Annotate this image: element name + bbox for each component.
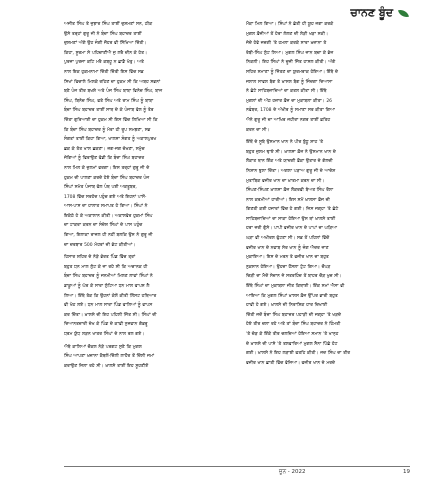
text-line: ਸਾਹਿਬਜ਼ਾਦਿਆਂ ਦਾ ਸਾਕਾ ਹੋਇਆ ਉਸ ਥਾਂ ਖ਼ਾਲਸੇ ਤਾਈਂ xyxy=(246,216,336,222)
text-line: ਜਲਾਲ ਸਾਵਲ ਬੇਗ ਤੇ ਖ਼ਾਸਲ ਬੇਗ ਨੂੰ ਜਿੰਦਗਾ ਦਿਆਸਾ xyxy=(246,79,333,85)
text-line: ਨੇ ਛੋਟੇ ਸਾਹਿਬਜ਼ਾਦਿਆਂ ਦਾ ਕਤਲ ਕੀਤਾ ਸੀ। ਇੱਥੇ xyxy=(246,89,327,95)
text-line: ਸਿਖਾਂ ਵਿਚਾਲੇ ਮਿਲਕੇ ਰਹਿਣ ਦਾ ਹੁਕਮ ਸੀ ਕਿ ਅਬਹ ਸਭਨਾਂ xyxy=(64,79,161,85)
text-line: ਜੋਗਿਆਂ ਨੂੰ ਫਿਰਾਉਣ ਵੱਡੀ ਕਿ ਬੰਦਾ ਸਿੰਘ ਬਹਾਦਰ xyxy=(64,156,145,162)
text-line: ਕਰਨ ਦਾ ਸੀ। xyxy=(246,127,270,133)
text-line: ਸਿੰਘ ਆਪਣਾ ਖ਼ਜ਼ਾਨਾ ਕੈਥਲੋਂ-ਦਿੱਲੀ ਲਾਹੌਰ ਤੋਂ ਦਿੱਲੀ ਜਮਾਂ xyxy=(64,354,155,360)
text-line: ਰੱਬੀ-ਸਿੰਘ ਲੁੱਟ ਲਿਆ। ਮੁਗਲ ਸਿੰਘ ਜਾਨ ਬਚਾ ਕੇ ਭੱਜ xyxy=(246,50,334,56)
text-line: ਕਿਹਾ, ਸੂਰਮਾ ਸੋ ਪਹਿਚਾਣੀਐ ਜੁ ਲਰੈ ਦੀਨ ਕੇ ਹੇਤ। xyxy=(64,50,147,56)
text-line: ਆਸ-ਪਾਸ ਦਾ ਹਾਲਾਤ ਸਮਾਪਤ ਹੋ ਗਿਆ। ਸਿੰਘਾਂ ਨੇ xyxy=(64,204,148,210)
running-header-title: ਚਾਨਣ ਬੂੰਦ xyxy=(350,6,393,19)
text-line: ਹੋਏ ਤੀਰ ਚਲਾ ਰਹੇ ਅਤੇ ਤਾਂ ਬੰਦਾ ਸਿੰਘ ਬਹਾਦਰ ਨੇ ਹਿੰਮਤੀ xyxy=(246,322,341,328)
paragraph xyxy=(64,253,228,339)
text-line: ਮੁਗਲਾਂ ਦੀ ਅੱਠ ਹਜ਼ਾਰ ਫ਼ੌਜ ਦਾ ਮੁਕਾਬਲਾ ਕੀਤਾ। 26 xyxy=(246,98,332,104)
running-header xyxy=(350,6,408,20)
text-line: ਹਾਵੀ ਹੋ ਗਏ। ਖ਼ਾਲਸੇ ਦੀ ਨਿਰਾਸ਼ਿਕ ਹਾਰ ਦਿਖਾਈ xyxy=(246,303,328,309)
text-line: ਇੱਥੋਂ ਦੇ ਸੂਬੇ ਉਸਮਾਨ ਖਾਨ ਨੇ ਪੀਰ ਬੁੱਧੂ ਸ਼ਾਹ 'ਤੇ xyxy=(246,140,324,146)
text-line: ਨਿਕਲੀ। ਇਹ ਸਿੰਘਾਂ ਨੇ ਦੂਜੀ ਜਿੱਤ ਹਾਸਲ ਕੀਤੀ। ਅੱਗੇ xyxy=(246,60,336,66)
text-line: ਅਜੀਤ ਸਿੰਘ ਤੇ ਜੁਝਾਰ ਸਿੰਘ ਤਾਈਂ ਦੁਸ਼ਮਣਾਂ ਸਨ, ਠੀਕ xyxy=(64,22,153,27)
text-line: ਨਵੰਬਰ, 1708 ਦੇ ਅੱਖੀਰ ਨੂੰ ਸਮਾਣਾ ਸਰ ਕੀਤਾ ਗਿਆ xyxy=(246,108,335,114)
paragraph xyxy=(246,20,410,135)
text-line: ਨੁਕਸਾਨ ਹੋਇਆ। ਉਹਦਾ ਹੌਂਸਲਾ ਟੁੱਟ ਗਿਆ। ਚੌਪੜ xyxy=(246,264,331,270)
text-line: 'ਤੇ ਚੱੜ ਕੇ ਇੱਕੋ ਤੀਰ ਚਲਦਿਆਂ ਹੋਇਆ ਸਮਾਨ 'ਤੇ ਖਾਨ੍ਹ xyxy=(246,332,339,337)
text-line: ਲੌਕਾਤ ਥਾਨ ਇੱਕ ਅਤੇ ਯਾਦਗੀ ਫ਼ੌਕਾ ਉਤਾਰ ਦੇ ਗੱਲਦੀ xyxy=(246,159,333,165)
paragraph xyxy=(64,20,228,250)
text-line: ਇਕੱਠੇ ਹੋ ਕੇ ਅਕਾਲਾਨ ਕੀਤੀ। ਅਕਾਲਵੇਰ ਹੁਕਮਾਂ ਸਿੰਘ xyxy=(64,213,153,219)
text-line: ਦੇ ਖ਼ਾਲਸੇ ਦੀ ਪਾਸੇ 'ਤੇ ਤਲਵਾਰਿਆਂ ਮੁਗਲ ਸੈਨਾ ਪਿੱਛੇ ਹੱਟ xyxy=(246,341,338,347)
text-line: ਮੌਕਾ ਮਿਲ ਗਿਆ। ਸਿੰਘਾਂ ਨੇ ਛੇਤੀ ਹੀ ਯੂਹ ਜਗਾ ਕਰਕੇ xyxy=(246,22,334,27)
text-line: ਮੁਗਲ ਫ਼ੌਜੀਆਂ ਤੋਂ ਹੋਰਾ ਲੇਲਣ ਦੀ ਲੋੜੀ ਖੜਾ ਸਕੀ। xyxy=(246,31,328,37)
leaf-icon xyxy=(398,7,409,18)
text-line: 1708 ਵਿੱਚ ਸਰਹੱਦ ਪਹੁੰਚ ਗਏ ਅਤੇ ਇਹਨਾਂ ਪਾਸੋਂ- xyxy=(64,194,147,200)
text-line: ਨਿਸ਼ਾਨ ਝੁਲਾ ਦਿੱਤਾ। ਅਗਲਾ ਪੜਾਅ ਗੁਰੂ ਜੀ ਦੇ ਆਦੇਸ਼ xyxy=(246,168,336,174)
text-line: ਸਹਿਰ ਸਮਾਣਾ ਨੂੰ ਜਿੱਤਣ ਦਾ ਯੁਰਮਰਾਕ ਹੋਇਆ। ਇੱਥੇ ਦੇ xyxy=(246,69,338,75)
text-line: ਬੰਦਾ ਸਿੰਘ ਬਹਾਦਰ ਨੂੰ ਜਨਮੀਆਂ ਮਿਲਣ ਲਾਵਾਂ ਸਿੰਘਾਂ ਨੇ xyxy=(64,274,153,280)
text-line: ਦੁਸ਼ਮਣਾਂ ਅੱਗੇ ਉਹ ਜੰਗੀ ਜੌਹਰ ਵੀ ਸਿੱਖਿਆ ਦਿੱਤੀ। xyxy=(64,41,147,47)
text-line: ਕਿ ਬੰਦਾ ਸਿੰਘ ਬਹਾਦਰ ਨੂੰ ਮੇਰਾ ਹੀ ਰੂਪ ਸਮਝਣਾ, ਸਭ xyxy=(64,127,151,133)
text-line: ਬਹੁਤ ਜ਼ੁਲਮ ਢਾਏ ਸੀ। ਖ਼ਾਲਸਾ ਫ਼ੌਜ ਨੇ ਉਸਮਾਨ ਖਾਨ ਦੇ xyxy=(246,149,336,155)
text-line: ਸਿੰਘਾਂ ਸਮੇਤ ਪੰਜਾਬ ਵੱਲ ਪੰਥ ਪਈ ਅਕਤੂਬਰ, xyxy=(64,185,137,191)
text-line: ਹਿਸਾਰ ਸ਼ਹਿਰ ਦੇ ਨੇੜੇ ਭੋਰਤ ਪਿੰਡ ਵਿੱਚ ਤ੍ਰਾਂ xyxy=(64,255,136,261)
text-line: ਸਿੰਘ, ਬਿਨੋਦ ਸਿੰਘ, ਫਤੇ ਸਿੰਘ ਅਤੇ ਰਾਮ ਸਿੰਘ ਨੂੰ ਬਾਬਾ xyxy=(64,98,154,104)
text-line: ਆਇਆ ਕਿ ਮੁਗਲ ਸਿੰਘਾਂ ਖ਼ਾਲਸ ਫ਼ੌਜ ਉੱਪਰ ਭਾਰੀ ਬਹੁਤ xyxy=(246,293,338,299)
text-line: ਬਹੁਤ ਧਨ ਮਾਲ ਲੁੱਟ ਕੇ ਜਾ ਰਹੇ ਸੀ ਕਿ ਅਚਾਨਕ ਹੀ xyxy=(64,264,148,270)
text-line: ਵਜੀਰ ਖਾਨ ਦੇ ਨਵਾਬ ਸੇਰ ਖਾਨ ਨੂੰ ਜੰਗ ਐਦਰ ਜਾਣ xyxy=(246,245,329,251)
text-line: ਪੁਰਜਾ ਪੁਰਜਾ ਕਟਿ ਮਰੈ ਕਬਹੂ ਨ ਛਾਡੈ ਖੇਤੁ। ਅਤੇ xyxy=(64,60,144,66)
text-line: ਨਾਲ ਕਰਮੀਆਂ ਹਾਰੀਆਂ। ਇਸ ਸਮੇਂ ਖ਼ਾਲਸਾ ਫ਼ੌਜ ਦੀ xyxy=(246,197,330,203)
text-line: ਇੱਥੇ ਸਿੰਘਾਂ ਦਾ ਮੁਕਾਬਲਾ ਜੀਤ ਕਿਥਾਈ। ਇੱਕ ਸਮਾਂ ਐਸਾ ਵੀ xyxy=(246,284,345,290)
text-line: ਨਾਲ ਮਿਲ ਕੇ ਜ਼ੁਲਮਾਂ ਵਰਗਾ। ਇਸ ਤਰ੍ਹਾਂ ਗੁਰੂ ਜੀ ਦੇ xyxy=(64,165,150,171)
text-line: ਡਾਕੂਆਂ ਨੂੰ ਘੇਰ ਕੇ ਸਾਰਾ ਲੁੱਟਿਆ ਧਨ ਮਾਲ ਵਾਪਸ ਲੈ xyxy=(64,284,150,290)
text-line: ਦਿੱਤੀ ਜਦੋਂ ਬੰਦਾ ਸਿੰਘ ਬਹਾਦਰ ਪਹਾੜੀ ਦੀ ਜਗ੍ਹਾ 'ਤੇ ਖੜਦੇ xyxy=(246,312,341,318)
issue-date: ਜੂਨ - 2022 xyxy=(279,469,306,475)
text-line: ਘੜਾ ਵੀ ਅਖੀਰਲ ਫੁੱਟਣਾ ਸੀ। ਸਭ ਤੋਂ ਪਹਿਲਾਂ ਵਿੱਚੋਂ xyxy=(246,236,330,242)
article-body xyxy=(64,20,410,374)
text-line: ਉਸੇ ਤਰ੍ਹਾਂ ਗੁਰੂ ਜੀ ਨੇ ਬੰਦਾ ਸਿੰਘ ਬਹਾਦਰ ਤਾਈਂ xyxy=(64,31,142,37)
text-line: ਕਰਾਉਣ ਜਿਲਾ ਰਹੇ ਸੀ। ਖ਼ਾਲਸੇ ਤਾਈਂ ਇਹ ਸੂਹਣੀਏਂ xyxy=(64,363,149,369)
text-line: ਹੁਕਮ ਦੀ ਪਾਲਣਾ ਕਰਦੇ ਹੋਏ ਬੰਦਾ ਸਿੰਘ ਬਹਾਦਰ ਪੰਜ xyxy=(64,175,150,181)
paragraph xyxy=(246,138,410,368)
text-line: ਵੀ ਖੋਹ ਲਏ। ਧਨ ਮਾਲ ਸਾਰਾ ਪਿੰਡ ਵਾਲਿਆਂ ਨੂੰ ਵਾਪਸ xyxy=(64,303,153,309)
text-line: ਲਿਆ। ਇੱਥੇ ਤੱਕ ਕਿ ਉਹਨਾਂ ਕੋਲੋਂ ਕੀਤੀ ਲਿੱਸਟ ਹਥਿਆਰ xyxy=(64,293,157,299)
text-line: ਬਣੇ ਪੰਜ ਤੀਰ ਬਖਸ਼ੇ ਅਤੇ ਪੰਜ ਸਿੰਘ ਬਾਬਾ ਵਿਨੋਦ ਸਿੰਘ, ਬਾਜ xyxy=(64,89,163,95)
text-line: ਜੱਦੋ ਹੋਵੇ ਜਦਗੀ 'ਤੇ ਹਮਲਾ ਕਰਕੇ ਸਾਰਾ ਖ਼ਜ਼ਾਨਾ ਤੇ xyxy=(246,41,327,47)
text-line: ਗਿਣਤੀ ਕਈ ਹਜਾਰਾਂ ਵਿੱਚ ਹੋ ਗਈ। ਜਿਸ ਜਗ੍ਹਾ 'ਤੇ ਛੋਟੇ xyxy=(246,207,339,213)
text-line: ਧਰਮ ਯੁੱਧ ਲੜਨ ਖਾਤਰ ਸਿੰਘਾਂ ਦੇ ਨਾਲ ਰਲ ਗਏ। xyxy=(64,332,145,337)
text-line: ਕਰ ਦਿੱਤਾ। ਖ਼ਾਲਸੇ ਦੀ ਇਹ ਪਹਿਲੀ ਜਿੱਤ ਸੀ। ਸਿੰਘਾਂ ਦੀ xyxy=(64,312,157,318)
text-line: ਨਾਲ ਇਕ ਹੁਕਮਨਾਮਾ ਦਿੱਤੀ ਦਿੱਤੀ ਇਸ ਵਿੱਚ ਸਭ xyxy=(64,69,144,75)
right-column xyxy=(246,20,410,374)
text-line: ਐਨੇ ਗੁਰੂ ਜੀ ਦਾ ਆਖਿਰ ਜਹੀਰਾ ਨਗਰ ਤਾਈਂ ਫ਼ਤਿਹ xyxy=(246,117,331,123)
text-line: ਬੰਦਾ ਸਿੰਘ ਬਹਾਦਰ ਤਾਈਂ ਸਾਥ ਦੇ ਕੇ ਪੰਜਾਬ ਵੱਲ ਨੂੰ ਤੋਰ xyxy=(64,108,154,114)
text-line: ਗਿਆ, ਇਲਾਕਾ ਰਾਜਲ ਹੀ ਨਹੀਂ ਬਲਕਿ ਉਸ ਨੇ ਗੁਰੂ ਜੀ xyxy=(64,233,153,239)
text-line: ਦਿੱਤਾ ਗੁਰਿਆਈ ਦਾ ਹੁਕਮ ਸੀ ਇਸ ਵਿੱਚ ਲਿਖਿਆ ਸੀ ਕਿ xyxy=(64,117,158,123)
text-line: ਚਿੜੀ ਦਾ ਮੈਦੋਂ ਸੋਦਾਨ ਜੇ ਸਤਰਹਿੰਦ ਤੋਂ ਬਾਹਰ ਚੌੜ ਖੁਦ ਸੀ। xyxy=(246,274,342,280)
text-line: ਐਥੇ ਕਾਲਿਆਂ ਚੌਕਲ ਨੇੜੇ ਪਰਗਟ ਸੁਣੋ ਕਿ ਮੁਗਲ xyxy=(64,344,142,350)
text-line: ਛਕ ਕੇ ਤੱਤ ਖਾਲ ਛਕਣਾ। ਜਗ-ਜਗ ਚੱਖਣਾ, ਸਮੁੱਚ xyxy=(64,146,145,152)
text-line: ਵਜੀਰ ਖਾਨ ਛਾਤੀ ਵਿੱਚ ਵੱਜਿਆ। ਵਜੀਰ ਖਾਨ ਦੇ ਮਰਦੇ xyxy=(246,360,335,366)
paragraph xyxy=(64,343,228,372)
text-line: ਗਈ। ਖ਼ਾਲਸੇ ਨੇ ਇਹ ਲੜਾਈ ਫਤਹਿ ਕੀਤੀ। ਜਦ ਸਿੰਘ ਦਾ ਤੀਰ xyxy=(246,351,351,357)
text-line: ਦਾ ਟਾਕਰਾ ਕਰਨ ਦਾ ਸੰਦੇਸ਼ ਸਿੰਘਾਂ ਦੇ ਪਾਸ ਪਹੁੰਚ xyxy=(64,223,143,229)
left-column xyxy=(64,20,228,374)
text-line: ਹਰਾ ਜਰੀ ਗੁੱਸੇ। ਪਾਪੀ ਵਜੀਰ ਖਾਨ ਦੇ ਪਾਪਾਂ ਦਾ ਘੜਿਆ xyxy=(246,226,337,232)
text-line: ਸੰਗਤਾਂ ਤਾਈਂ ਕਿਹਾ ਗਿਆ, ਖਾਲਸਾ ਸੰਗਤ ਨੂੰ ਅਕਾਲਪੁਰਖ xyxy=(64,137,157,143)
page-number: 19 xyxy=(403,469,410,475)
footer-divider xyxy=(64,466,410,467)
text-line: ਮੁਕਾਇਆ। ਇਸ ਦੇ ਮਰਨ ਤੇ ਵਜੀਰ ਖਾਨ ਦਾ ਬਹੁਤ xyxy=(246,255,329,261)
text-line: ਸਿੰਘਣ-ਸਿੰਘਣ ਖ਼ਾਲਸਾ ਫ਼ੌਜ ਲੌਕਰਵੀ ਬੋਅਤ ਸਿੰਘ ਰੌਲਾ xyxy=(246,188,334,194)
text-line: ਮੁਤਾਬਿਕ ਵਜੀਰ ਖਾਨ ਦਾ ਖ਼ਾਤਮਾ ਕਰਨ ਦਾ ਸੀ। xyxy=(246,178,325,184)
text-line: ਦਿਆਨਤਦਾਰੀ ਦੇਖ ਕੇ ਪਿੰਡ ਦੇ ਕਾਫ਼ੀ ਨੁਜਵਾਨ ਗੱਭਰੂ xyxy=(64,322,148,328)
text-line: ਦਾ ਦਰਬਾਰ 500 ਮੋਹਰਾਂ ਦੀ ਭੇਟ ਕੀਤੀਆਂ। xyxy=(64,242,136,248)
